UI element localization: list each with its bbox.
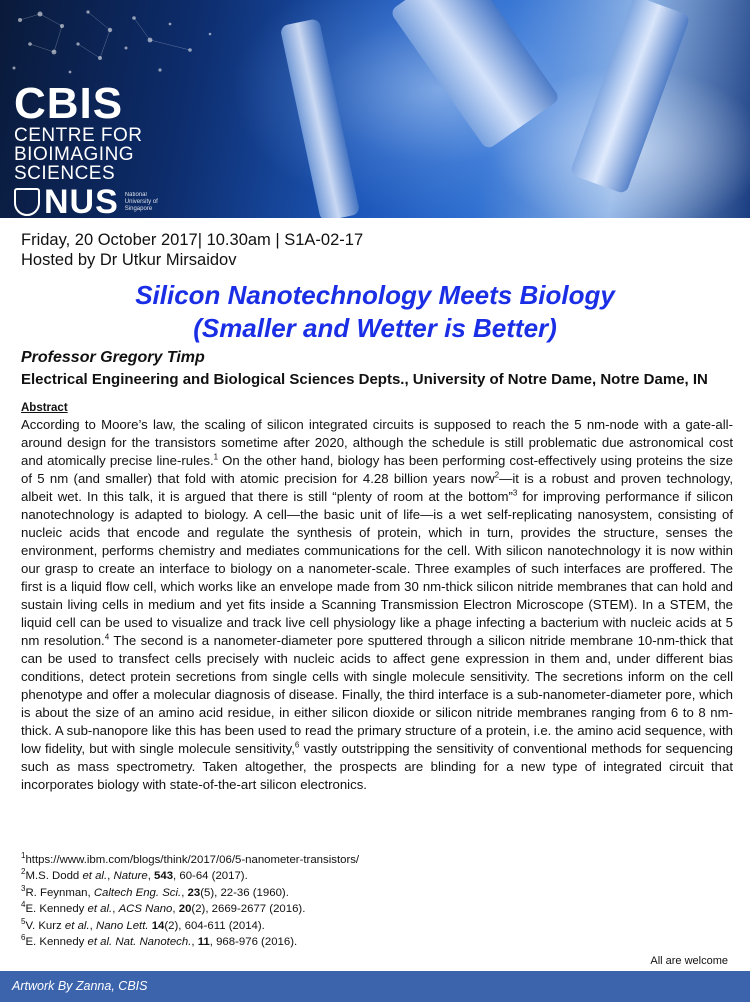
reference-journal: Nature: [113, 870, 148, 883]
reference-sep: ,: [191, 936, 198, 949]
logo-line-2: BIOIMAGING: [14, 144, 135, 165]
speaker-affiliation: Electrical Engineering and Biological Sciences Depts., University of Notre Dame, Notre Dame, IN: [21, 371, 708, 388]
speaker-name: Professor Gregory Timp: [21, 349, 205, 366]
reference-sep: ,: [147, 870, 155, 883]
reference-number: 3: [21, 884, 26, 894]
abstract-body: [21, 416, 733, 794]
abstract-text: On the other hand, biology has been performing cost-effectively using proteins the size of 5 nm (and smaller) that fold with atomic precision for 4.28 billion years now: [21, 453, 733, 486]
talk-title-line-2: (Smaller and Wetter is Better): [193, 313, 557, 343]
reference-etal: et al.: [87, 936, 113, 949]
logo-line-1: CENTRE FOR: [14, 125, 143, 146]
reference-pages: (5), 22-36 (1960).: [200, 886, 289, 899]
reference-etal: et al.: [87, 903, 113, 916]
reference-sep: ,: [107, 870, 114, 883]
cbis-logo: [14, 79, 171, 218]
abstract-text: vastly outstripping the sensitivity of conventional methods for sequencing such as mass spectrometry. Taken altogether, the prospects are blinding for a new type of integrated circuit that incorporates biology with state-of-the-art silicon electronics.: [21, 741, 733, 792]
abstract-text: According to Moore’s law, the scaling of silicon integrated circuits is supposed to reach the 5 nm-node with a gate-all-around design for the transistors sometime after 2020, although the schedule is still problematic due astronomical cost and atomically precise line-rules.: [21, 417, 733, 468]
reference-authors: E. Kennedy: [25, 903, 88, 916]
abstract-heading: Abstract: [21, 402, 68, 414]
reference-journal: Nano Lett.: [95, 919, 149, 932]
reference-volume: 20: [178, 903, 192, 916]
reference-authors: M.S. Dodd: [25, 870, 83, 883]
talk-title-line-1: Silicon Nanotechnology Meets Biology: [135, 280, 615, 310]
reference-item: [21, 901, 733, 917]
event-datetime: Friday, 20 October 2017| 10.30am | S1A-02-17: [21, 231, 364, 249]
reference-number: 5: [21, 916, 26, 926]
logo-nus-text: NUS: [44, 183, 119, 218]
reference-volume: 23: [187, 886, 201, 899]
reference-item: [21, 852, 733, 868]
reference-sep: ,: [112, 903, 119, 916]
reference-number: 2: [21, 867, 26, 877]
all-welcome-note: All are welcome: [650, 955, 728, 967]
reference-number: 6: [21, 933, 26, 943]
reference-item: [21, 934, 733, 950]
reference-url[interactable]: https://www.ibm.com/blogs/think/2017/06/5-nanometer-transistors/: [25, 854, 360, 866]
logo-nus-subtitle: National University of Singapore: [124, 191, 158, 212]
reference-item: [21, 918, 733, 934]
reference-sep: ,: [172, 903, 179, 916]
citation-marker: 4: [104, 632, 110, 642]
reference-authors: V. Kurz: [25, 919, 65, 932]
abstract-text: for improving performance if silicon nanotechnology is adapted to biology. A cell—the basic unit of life—is a wet self-replicating nanosystem, consisting of nucleic acids that encode and regulate the synthesis of protein, which in turn, provides the structure, senses the environment, performs chemistry and mediates communications for the cell. With silicon nanotechnology it is now within our grasp to create an interface to biology on a nanometer-scale. Three examples of such interfaces are proffered. The first is a liquid flow cell, which works like an envelope made from 30 nm-thick silicon nitride membranes that can hold and sustain living cells in medium and yet fits inside a Scanning Transmission Electron Microscope (STEM). In a STEM, the liquid cell can be used to visualize and track live cell physiology like a phage infecting a bacterium with nucleic acids at 5 nm resolution.: [21, 489, 733, 648]
logo-cbis-text: CBIS: [14, 79, 124, 128]
abstract-text: The second is a nanometer-diameter pore sputtered through a silicon nitride membrane 10-nm-thick that can be used to transfect cells precisely with nucleic acids to affect gene expression in them and, under different bias conditions, detect protein secretions from single cells with single molecule sensitivity. The secretions inform on the cell phenotype and offer a molecular diagnosis of disease. Finally, the third interface is a sub-nanometer-diameter pore, which is about the size of an amino acid residue, in either silicon dioxide or silicon nitride membranes ranging from 6 to 8 nm-thick. A sub-nanopore like this has been used to read the primary structure of a protein, i.e. the amino acid sequence, with low fidelity, but with single molecule sensitivity,: [21, 633, 733, 756]
reference-journal: ACS Nano: [118, 903, 173, 916]
reference-pages: , 968-976 (2016).: [209, 936, 298, 949]
reference-pages: (2), 604-611 (2014).: [164, 919, 265, 932]
reference-volume: 11: [197, 936, 210, 949]
citation-marker: 1: [213, 452, 219, 462]
reference-sep: ,: [89, 919, 96, 932]
header-banner: [0, 0, 750, 218]
reference-authors: R. Feynman,: [25, 886, 94, 899]
reference-volume: 14: [151, 919, 165, 932]
citation-marker: 3: [512, 488, 518, 498]
reference-item: [21, 885, 733, 901]
reference-pages: (2), 2669-2677 (2016).: [191, 903, 306, 916]
reference-etal: et al.: [64, 919, 90, 932]
abstract-text: —it is a robust and proven technology, albeit wet. In this talk, it is argued that there is still “plenty of room at the bottom”: [21, 471, 734, 504]
reference-volume: 543: [154, 870, 174, 883]
nus-crest-icon: [14, 188, 40, 216]
reference-pages: , 60-64 (2017).: [173, 870, 248, 883]
footer-bar: [0, 971, 750, 1002]
reference-item: [21, 868, 733, 884]
reference-sep: ,: [181, 886, 188, 899]
event-host: Hosted by Dr Utkur Mirsaidov: [21, 251, 237, 269]
reference-number: 4: [21, 900, 26, 910]
reference-journal: Caltech Eng. Sci.: [93, 886, 182, 899]
reference-number: 1: [21, 851, 26, 861]
reference-journal: Nat. Nanotech.: [115, 936, 192, 949]
reference-authors: E. Kennedy: [25, 936, 88, 949]
event-info: [21, 230, 363, 270]
citation-marker: 6: [294, 740, 300, 750]
references-list: [21, 852, 733, 950]
footer-credit: Artwork By Zanna, CBIS: [12, 979, 148, 993]
nus-logo: [14, 185, 171, 218]
reference-etal: et al.: [82, 870, 108, 883]
citation-marker: 2: [494, 470, 500, 480]
logo-line-3: SCIENCES: [14, 163, 116, 184]
